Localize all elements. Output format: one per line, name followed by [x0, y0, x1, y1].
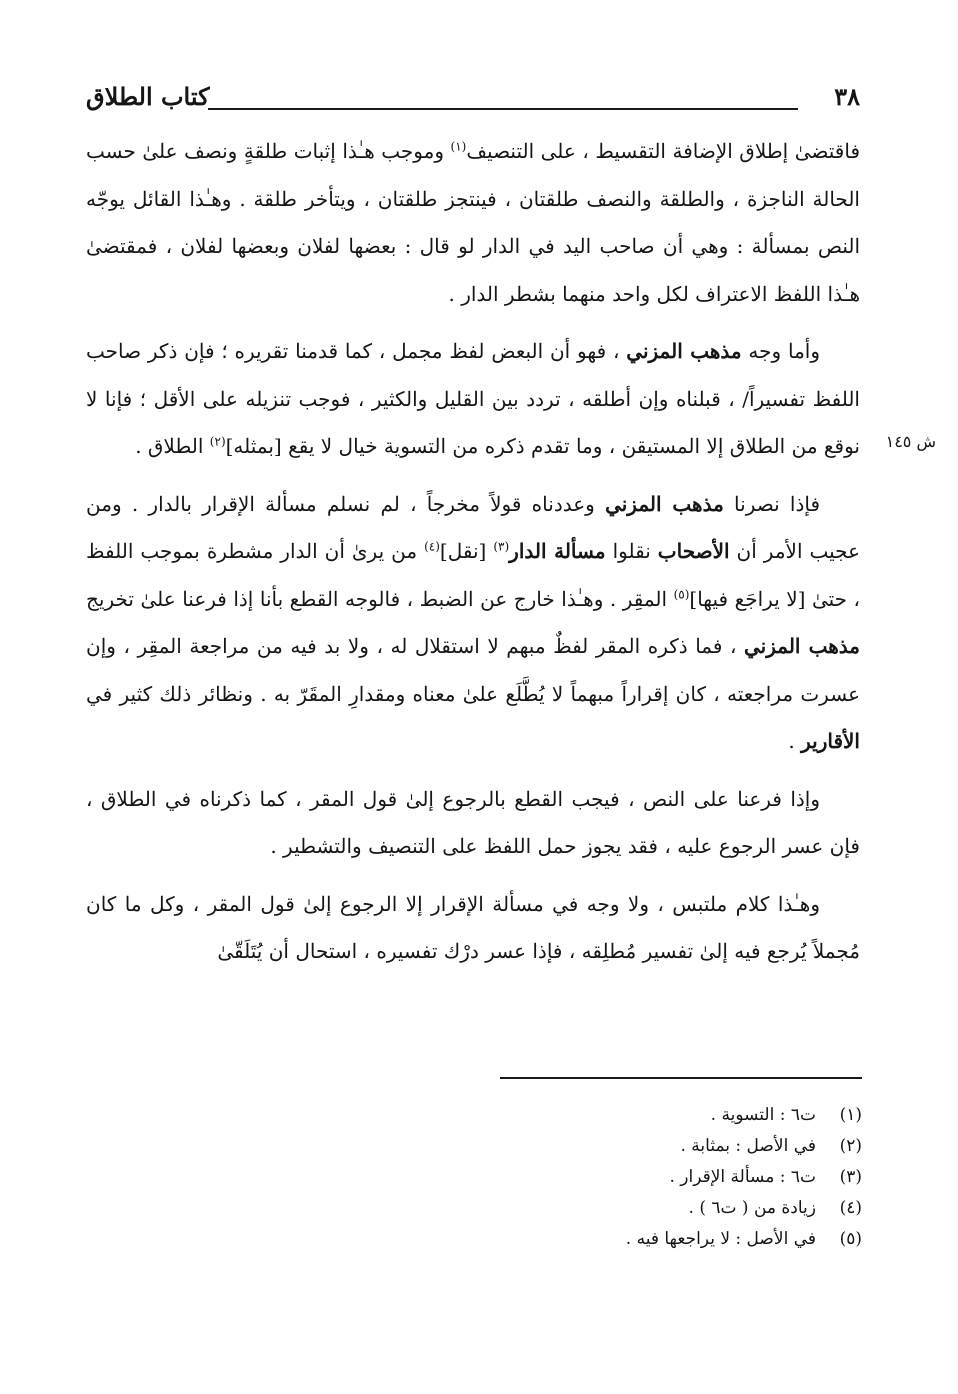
footnote	[262, 1100, 862, 1131]
footnote-ref: (٢)	[209, 434, 226, 449]
footnote-text: ت٦ : مسألة الإقرار .	[669, 1167, 816, 1187]
footnote	[262, 1193, 862, 1224]
paragraph	[86, 328, 860, 471]
footnote-number: (٤)	[839, 1198, 862, 1218]
footnote-ref: (٣)	[493, 539, 510, 554]
footnote-text: في الأصل : لا يراجعها فيه .	[625, 1229, 816, 1249]
text-run: فإذا نصرنا	[723, 491, 821, 516]
text-run: الطلاق .	[135, 434, 210, 458]
text-run: .	[788, 729, 802, 753]
text-run: فاقتضىٰ إطلاق الإضافة التقسيط ، على التنصيف	[466, 139, 861, 163]
main-text	[86, 128, 860, 986]
bold-term: مذهب المزني	[626, 339, 742, 363]
text-run: وعددناه قولاً مخرجاً ، لم نسلم مسألة الإقرار بالدار . ومن عجيب الأمر أن	[86, 491, 861, 563]
text-run: المقِر . وهـٰذا خارج عن الضبط ، فالوجه القطع بأنا إذا فرعنا علىٰ تخريج	[86, 586, 674, 611]
text-run: ، فما ذكره المقر لفظٌ مبهم لا استقلال له ، ولا بد فيه من مراجعة المقِر ، وإن عسرت مراجعته ، كان إقراراً مبهماً لا يُطَّلَع علىٰ معناه ومقدارِ المقَرّ به . ونظائر ذلك كثير في	[86, 634, 860, 706]
bold-term: مسألة الدار	[509, 539, 606, 563]
paragraph	[86, 776, 860, 871]
footnote-text: ت٦ : التسوية .	[710, 1105, 816, 1125]
footnote-ref: (٥)	[673, 586, 690, 601]
bold-term: الأقارير	[801, 729, 860, 753]
text-run: [نقل]	[439, 539, 494, 563]
running-header	[86, 82, 860, 122]
text-run: وإذا فرعنا على النص ، فيجب القطع بالرجوع إلىٰ قول المقر ، كما ذكرناه في الطلاق ، فإن عسر الرجوع عليه ، فقد يجوز حمل اللفظ على التنصيف والتشطير .	[86, 786, 860, 858]
text-run: نقلوا	[605, 539, 658, 563]
text-run: من يرىٰ أن الدار مشطرة بموجب اللفظ ، حتىٰ [لا يراجَع فيها]	[86, 539, 860, 611]
bold-term: الأصحاب	[657, 539, 730, 563]
footnote	[262, 1131, 862, 1162]
book-title: كتاب الطلاق	[86, 82, 210, 111]
text-run: وموجب هـٰذا إثبات طلقةٍ ونصف علىٰ حسب الحالة الناجزة ، والطلقة والنصف طلقتان ، فينتجز طلقتان ، ويتأخر طلقة . وهـٰذا القائل يوجّه النص بمسألة : وهي أن صاحب اليد في الدار لو قال : بعضها لفلان وبعضها لفلان ، فمقتضىٰ هـٰذا اللفظ الاعتراف لكل واحد منهما بشطر الدار .	[86, 139, 860, 306]
bold-term: مذهب المزني	[743, 634, 861, 658]
footnote-number: (٥)	[839, 1229, 862, 1249]
footnote-number: (٢)	[839, 1136, 862, 1156]
paragraph	[86, 881, 860, 976]
footnote-number: (١)	[839, 1105, 862, 1125]
footnote-ref: (١)	[450, 139, 467, 154]
footnote-rule	[500, 1077, 862, 1079]
margin-folio-note: ش ١٤٥	[885, 432, 936, 451]
footnote-text: في الأصل : بمثابة .	[680, 1136, 816, 1156]
bold-term: مذهب المزني	[605, 491, 724, 516]
footnote	[262, 1162, 862, 1193]
footnote-text: زيادة من ( ت٦ ) .	[688, 1198, 816, 1218]
footnote-number: (٣)	[839, 1167, 862, 1187]
footnote-ref: (٤)	[424, 539, 440, 554]
header-rule	[208, 108, 798, 110]
paragraph	[86, 128, 860, 318]
text-run: وأما وجه	[741, 339, 821, 363]
text-run: ، فهو أن البعض لفظ مجمل ، كما قدمنا تقريره ؛ فإن ذكر صاحب اللفظ تفسيراً/ ، قبلناه وإن أطلقه ، تردد بين القليل والكثير ، فوجب تنزيله على الأقل ؛ فإنا لا نوقع من الطلاق إلا المستيقن ، وما تقدم ذكره من التسوية خيال لا يقع [بمثله]	[86, 339, 860, 458]
footnote	[262, 1224, 862, 1255]
text-run: وهـٰذا كلام ملتبس ، ولا وجه في مسألة الإقرار إلا الرجوع إلىٰ قول المقر ، وكل ما كان مُجملاً يُرجع فيه إلىٰ تفسير مُطلِقه ، فإذا عسر درْك تفسيره ، استحال أن يُتَلَقّىٰ	[86, 891, 860, 963]
paragraph	[86, 481, 860, 766]
page-number: ٣٨	[834, 82, 860, 111]
footnotes	[262, 1100, 862, 1255]
